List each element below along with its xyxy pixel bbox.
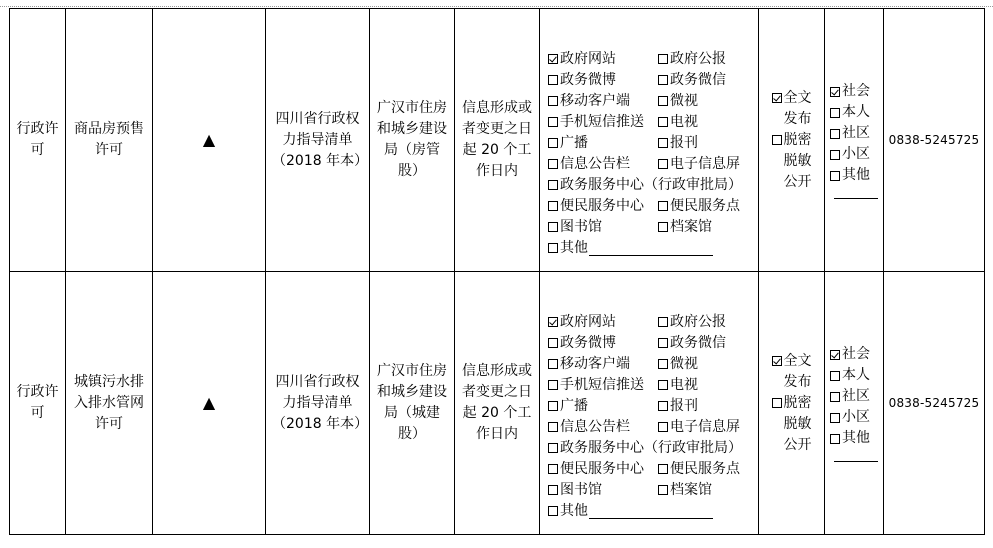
checkbox-icon[interactable]: [658, 75, 668, 85]
method-option[interactable]: [658, 333, 758, 354]
full-release-label: 发布: [783, 373, 812, 390]
method-option-label: 政府网站: [560, 50, 616, 67]
redacted-release-label: 脱敏: [783, 152, 812, 169]
method-option-label: 电子信息屏: [670, 418, 740, 435]
method-option-label: 图书馆: [560, 481, 602, 498]
method-option[interactable]: [658, 217, 758, 238]
method-option[interactable]: [548, 375, 658, 396]
methods-cell: [540, 9, 759, 272]
checked-box-icon[interactable]: [830, 87, 840, 97]
checkbox-icon[interactable]: [548, 201, 558, 211]
agency-cell: [370, 272, 455, 535]
method-option[interactable]: [658, 154, 758, 175]
method-option[interactable]: [548, 354, 658, 375]
audience-option[interactable]: [830, 365, 878, 386]
publicity-line: [772, 435, 812, 456]
checked-box-icon[interactable]: [772, 93, 782, 103]
method-option-label: 政府公报: [670, 50, 726, 67]
method-option-label: 档案馆: [670, 481, 712, 498]
method-option-label: 图书馆: [560, 218, 602, 235]
audience-option[interactable]: [830, 144, 878, 165]
method-option[interactable]: [658, 70, 758, 91]
checkbox-icon[interactable]: [548, 222, 558, 232]
method-option-label: 广播: [560, 397, 588, 414]
audience-options: [830, 81, 878, 199]
audience-option[interactable]: [830, 123, 878, 144]
item-cell: [66, 9, 153, 272]
full-release-label: 全文: [783, 352, 812, 369]
checkbox-icon[interactable]: [830, 150, 840, 160]
methods-cell: [540, 272, 759, 535]
checkbox-icon[interactable]: [548, 359, 558, 369]
redacted-release-label: 脱密: [783, 131, 812, 148]
time-limit-cell: [455, 272, 540, 535]
method-option[interactable]: [548, 417, 658, 438]
method-option-label: 政务微博: [560, 71, 616, 88]
method-option-label: 便民服务点: [670, 460, 740, 477]
redacted-release-label: 脱敏: [783, 415, 812, 432]
method-option[interactable]: [548, 70, 658, 91]
redacted-release-label: 公开: [783, 436, 812, 453]
triangle-mark: ▲: [202, 129, 216, 149]
method-option[interactable]: [658, 375, 758, 396]
publicity-line: [772, 414, 812, 435]
full-release-label: 发布: [783, 110, 812, 127]
method-option[interactable]: [658, 417, 758, 438]
audience-option[interactable]: [830, 428, 878, 449]
checkbox-icon[interactable]: [830, 171, 840, 181]
method-option-label: 手机短信推送: [560, 376, 644, 393]
method-option-label: 政务服务中心（行政审批局）: [560, 439, 742, 456]
publicity-options: [772, 88, 812, 193]
checkbox-icon[interactable]: [548, 180, 558, 190]
audience-options: [830, 344, 878, 462]
publicity-line: [772, 351, 812, 372]
method-option-label: 政府公报: [670, 313, 726, 330]
checkbox-icon[interactable]: [548, 401, 558, 411]
checkbox-icon[interactable]: [658, 222, 668, 232]
checkbox-icon[interactable]: [548, 506, 558, 516]
checkbox-icon[interactable]: [548, 96, 558, 106]
method-option-label: 广播: [560, 134, 588, 151]
item-text: 城镇污水排入排水管网许可: [74, 373, 144, 432]
disclosure-table: [9, 8, 985, 535]
audience-option-label: 小区: [842, 409, 870, 425]
method-option[interactable]: [658, 49, 758, 70]
checkbox-icon[interactable]: [658, 201, 668, 211]
contact-cell: [884, 272, 985, 535]
full-release-label: 全文: [783, 89, 812, 106]
method-option[interactable]: [658, 196, 758, 217]
checkbox-icon[interactable]: [548, 138, 558, 148]
method-option-label: 政务微信: [670, 334, 726, 351]
method-option-label: 移动客户端: [560, 355, 630, 372]
checkbox-icon[interactable]: [658, 338, 668, 348]
contact-phone: 0838-5245725: [888, 132, 980, 147]
audience-option-label: 小区: [842, 146, 870, 162]
checkbox-icon[interactable]: [830, 108, 840, 118]
method-option-label: 便民服务中心: [560, 197, 644, 214]
checkbox-icon[interactable]: [548, 380, 558, 390]
checkbox-icon[interactable]: [658, 485, 668, 495]
category-text: 行政许可: [16, 121, 59, 158]
method-option-label: 信息公告栏: [560, 418, 630, 435]
other-method-blank[interactable]: [589, 504, 713, 519]
method-option[interactable]: [548, 480, 658, 501]
checkbox-icon[interactable]: [658, 464, 668, 474]
method-option[interactable]: [658, 112, 758, 133]
audience-option[interactable]: [830, 165, 878, 186]
checkbox-icon[interactable]: [830, 371, 840, 381]
page-header-divider: [0, 0, 993, 7]
audience-option-label: 本人: [842, 367, 870, 383]
checkbox-icon[interactable]: [658, 422, 668, 432]
audience-option-label: 其他: [842, 430, 870, 446]
method-option[interactable]: [658, 312, 758, 333]
redacted-release-label: 脱密: [783, 394, 812, 411]
checked-box-icon[interactable]: [772, 356, 782, 366]
publicity-line: [772, 88, 812, 109]
publicity-options: [772, 351, 812, 456]
item-text: 商品房预售许可: [74, 121, 144, 158]
method-option[interactable]: [548, 238, 758, 259]
checkbox-icon[interactable]: [548, 159, 558, 169]
method-option[interactable]: [548, 501, 758, 522]
audience-option[interactable]: [830, 102, 878, 123]
method-option[interactable]: [658, 396, 758, 417]
methods-grid: [540, 285, 758, 522]
method-option-label: 电视: [670, 113, 698, 130]
methods-grid: [540, 22, 758, 259]
audience-option[interactable]: [830, 386, 878, 407]
method-option-label: 报刊: [670, 397, 698, 414]
method-option-label: 其他: [560, 502, 588, 519]
checkbox-icon[interactable]: [548, 338, 558, 348]
checkbox-icon[interactable]: [772, 135, 782, 145]
method-option[interactable]: [658, 459, 758, 480]
method-option[interactable]: [548, 133, 658, 154]
method-option-label: 其他: [560, 239, 588, 256]
method-option[interactable]: [548, 312, 658, 333]
method-option[interactable]: [548, 196, 658, 217]
method-option[interactable]: [658, 480, 758, 501]
basis-text: 四川省行政权力指导清单（2018 年本）: [272, 373, 369, 432]
method-option[interactable]: [548, 175, 758, 196]
audience-option[interactable]: [830, 344, 878, 365]
audience-cell: [825, 272, 884, 535]
table-row: [10, 9, 985, 272]
audience-option-label: 本人: [842, 104, 870, 120]
basis-cell: [266, 9, 370, 272]
method-option[interactable]: [548, 459, 658, 480]
publicity-line: [772, 151, 812, 172]
table-body: [10, 9, 985, 535]
item-cell: [66, 272, 153, 535]
method-option[interactable]: [548, 438, 758, 459]
checkbox-icon[interactable]: [548, 243, 558, 253]
publicity-line: [772, 372, 812, 393]
agency-text: 广汉市住房和城乡建设局（房管股）: [377, 100, 447, 179]
publicity-line: [772, 393, 812, 414]
publicity-line: [772, 172, 812, 193]
method-option[interactable]: [548, 396, 658, 417]
method-option[interactable]: [548, 217, 658, 238]
checkbox-icon[interactable]: [658, 54, 668, 64]
method-option-label: 微视: [670, 92, 698, 109]
method-option[interactable]: [548, 112, 658, 133]
checkbox-icon[interactable]: [658, 317, 668, 327]
publicity-line: [772, 109, 812, 130]
method-option-label: 报刊: [670, 134, 698, 151]
audience-option-label: 其他: [842, 167, 870, 183]
checkbox-icon[interactable]: [830, 413, 840, 423]
checked-box-icon[interactable]: [548, 317, 558, 327]
publicity-line: [772, 130, 812, 151]
checkbox-icon[interactable]: [548, 75, 558, 85]
checked-box-icon[interactable]: [548, 54, 558, 64]
method-option-label: 政务微博: [560, 334, 616, 351]
audience-other-blank[interactable]: [834, 451, 878, 462]
method-option-label: 电视: [670, 376, 698, 393]
checkbox-icon[interactable]: [830, 392, 840, 402]
time-limit-cell: [455, 9, 540, 272]
method-option-label: 便民服务中心: [560, 460, 644, 477]
checkbox-icon[interactable]: [548, 117, 558, 127]
agency-text: 广汉市住房和城乡建设局（城建股）: [377, 363, 447, 442]
table-row: [10, 272, 985, 535]
category-cell: [10, 9, 66, 272]
audience-option[interactable]: [830, 407, 878, 428]
checkbox-icon[interactable]: [548, 443, 558, 453]
method-option-label: 档案馆: [670, 218, 712, 235]
checkbox-icon[interactable]: [658, 96, 668, 106]
method-option[interactable]: [548, 154, 658, 175]
publicity-cell: [759, 272, 825, 535]
basis-text: 四川省行政权力指导清单（2018 年本）: [272, 110, 369, 169]
audience-option[interactable]: [830, 81, 878, 102]
checkbox-icon[interactable]: [548, 485, 558, 495]
method-option[interactable]: [658, 133, 758, 154]
method-option[interactable]: [548, 49, 658, 70]
checkbox-icon[interactable]: [548, 422, 558, 432]
checkbox-icon[interactable]: [830, 129, 840, 139]
method-option-label: 手机短信推送: [560, 113, 644, 130]
publicity-cell: [759, 9, 825, 272]
checkbox-icon[interactable]: [658, 380, 668, 390]
audience-option-label: 社会: [842, 346, 870, 362]
audience-option-label: 社区: [842, 388, 870, 404]
method-option[interactable]: [548, 333, 658, 354]
method-option-label: 政府网站: [560, 313, 616, 330]
checkbox-icon[interactable]: [658, 401, 668, 411]
audience-cell: [825, 9, 884, 272]
contact-cell: [884, 9, 985, 272]
checkbox-icon[interactable]: [658, 359, 668, 369]
checkbox-icon[interactable]: [658, 138, 668, 148]
audience-option-label: 社区: [842, 125, 870, 141]
time-limit-text: 信息形成或者变更之日起 20 个工作日内: [462, 100, 532, 179]
method-option-label: 政务微信: [670, 71, 726, 88]
audience-other-blank[interactable]: [834, 188, 878, 199]
checkbox-icon[interactable]: [772, 398, 782, 408]
redacted-release-label: 公开: [783, 173, 812, 190]
mark-cell: [153, 9, 266, 272]
checked-box-icon[interactable]: [830, 350, 840, 360]
method-option[interactable]: [548, 91, 658, 112]
agency-cell: [370, 9, 455, 272]
triangle-mark: ▲: [202, 392, 216, 412]
category-cell: [10, 272, 66, 535]
checkbox-icon[interactable]: [830, 434, 840, 444]
checkbox-icon[interactable]: [548, 464, 558, 474]
method-option[interactable]: [658, 354, 758, 375]
checkbox-icon[interactable]: [658, 159, 668, 169]
audience-option-label: 社会: [842, 83, 870, 99]
method-option-label: 微视: [670, 355, 698, 372]
method-option-label: 移动客户端: [560, 92, 630, 109]
other-method-blank[interactable]: [589, 241, 713, 256]
mark-cell: [153, 272, 266, 535]
category-text: 行政许可: [16, 384, 59, 421]
method-option[interactable]: [658, 91, 758, 112]
method-option-label: 政务服务中心（行政审批局）: [560, 176, 742, 193]
basis-cell: [266, 272, 370, 535]
method-option-label: 电子信息屏: [670, 155, 740, 172]
method-option-label: 信息公告栏: [560, 155, 630, 172]
checkbox-icon[interactable]: [658, 117, 668, 127]
time-limit-text: 信息形成或者变更之日起 20 个工作日内: [462, 363, 532, 442]
method-option-label: 便民服务点: [670, 197, 740, 214]
contact-phone: 0838-5245725: [888, 395, 980, 410]
